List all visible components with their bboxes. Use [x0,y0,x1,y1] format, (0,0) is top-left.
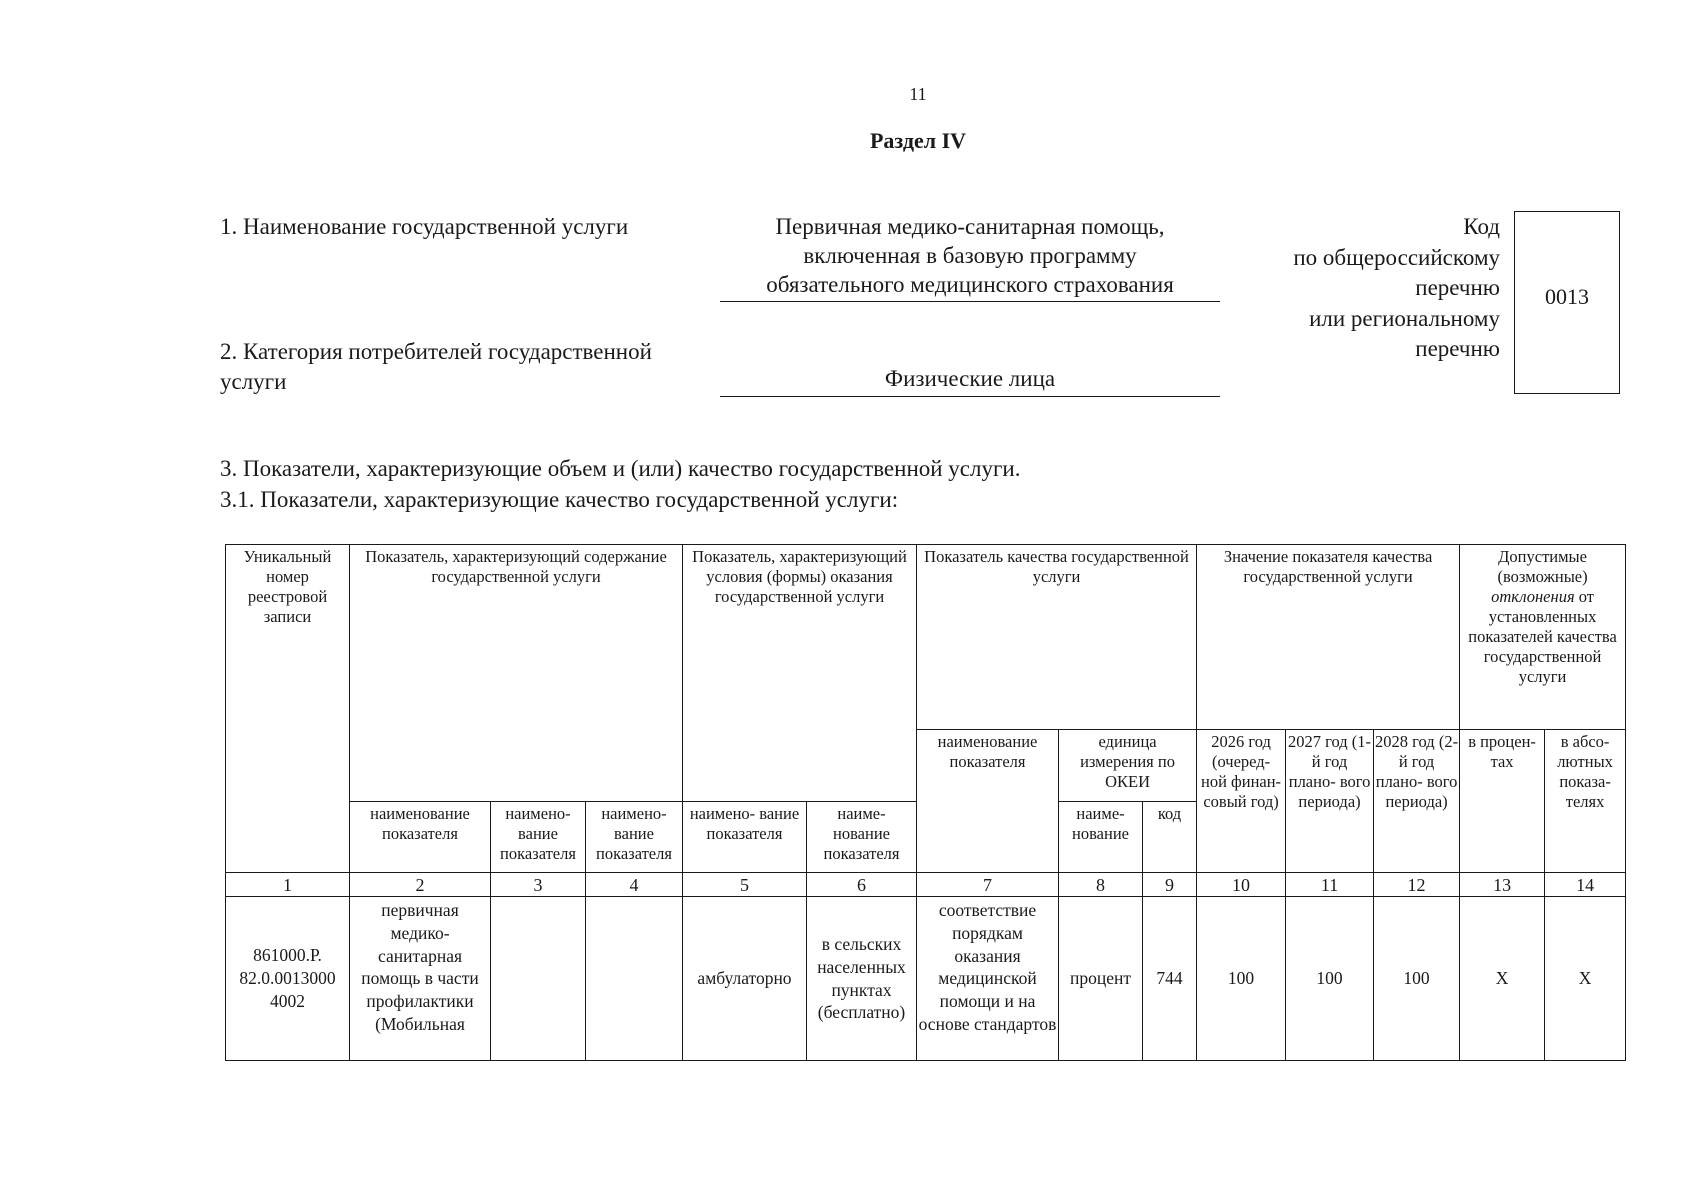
deviation-text-3: от установленных показателей качества государственной услуги [1468,587,1617,686]
column-number: 8 [1059,873,1143,897]
heading-indicators: 3. Показатели, характеризующие объем и (или) качество государственной услуги. [220,456,1021,481]
header-c5-name: наимено- вание показателя [683,802,807,873]
header-c3-name: наимено- вание показателя [491,802,586,873]
cell-unit-name: процент [1059,897,1143,1061]
header-indicator-name: наименование показателя [917,730,1059,873]
header-c2-name: наименование показателя [350,802,491,873]
code-label-line: по общероссийскому [1293,244,1500,270]
table-row [226,897,1626,1061]
header-unit: единица измерения по ОКЕИ [1059,730,1197,802]
code-label-line: перечню [1415,336,1500,361]
column-number: 4 [586,873,683,897]
category-label-line: 2. Категория потребителей государственной [220,339,652,364]
section-title: Раздел IV [869,128,967,153]
header-c6-name: наиме- нование показателя [807,802,917,873]
category-label-line: услуги [220,369,287,394]
cell-value-2028: 100 [1374,897,1460,1061]
cell-quality-indicator: соответствие порядкам оказания медицинской помощи и на основе стандартов [917,897,1059,1061]
cell-form: амбулаторно [683,897,807,1061]
cell-c3 [491,897,586,1061]
column-number: 3 [491,873,586,897]
header-absolute: в абсо- лютных показа- телях [1545,730,1626,873]
deviation-text-1: Допустимые (возможные) [1497,547,1588,586]
code-box [1514,211,1620,394]
column-number: 2 [350,873,491,897]
header-unit-code: код [1143,802,1197,873]
heading-quality-indicators: 3.1. Показатели, характеризующие качество государственной услуги: [220,487,899,512]
header-unit-name: наиме- нование [1059,802,1143,873]
code-label-line: перечню [1415,275,1500,300]
service-name-label: 1. Наименование государственной услуги [220,214,629,239]
column-number-row [226,873,1626,897]
header-year-2027: 2027 год (1-й год плано- вого периода) [1286,730,1374,873]
header-conditions-indicator: Показатель, характеризующий условия (формы) оказания государственной услуги [683,545,917,802]
column-number: 5 [683,873,807,897]
cell-content-indicator: первичная медико- санитарная помощь в части профилактики (Мобильная [350,897,491,1061]
code-label [1250,212,1500,365]
column-number: 1 [226,873,350,897]
header-indicator-value: Значение показателя качества государственной услуги [1197,545,1460,730]
service-name-line: обязательного медицинского страхования [766,272,1174,297]
cell-deviation-absolute: Х [1545,897,1626,1061]
category-value: Физические лица [884,366,1056,391]
cell-unit-code: 744 [1143,897,1197,1061]
code-label-line: или региональному [1309,305,1500,331]
header-year-2028: 2028 год (2-й год плано- вого периода) [1374,730,1460,873]
service-name-line: Первичная медико-санитарная помощь, [775,214,1165,239]
column-number: 11 [1286,873,1374,897]
header-c4-name: наимено- вание показателя [586,802,683,873]
column-number: 12 [1374,873,1460,897]
header-percent: в процен- тах [1460,730,1545,873]
header-unique-number: Уникальный номер реестровой записи [226,545,350,873]
column-number: 9 [1143,873,1197,897]
header-year-2026: 2026 год (очеред- ной финан- совый год) [1197,730,1286,873]
cell-location: в сельских населенных пунктах (бесплатно) [807,897,917,1061]
header-allowed-deviations [1460,545,1626,730]
column-number: 10 [1197,873,1286,897]
cell-deviation-percent: Х [1460,897,1545,1061]
category-underline [720,396,1220,397]
service-name-line: включенная в базовую программу [803,243,1137,268]
page-number: 11 [909,84,927,104]
service-name-underline [720,301,1220,302]
service-name-value [720,212,1220,299]
cell-value-2027: 100 [1286,897,1374,1061]
header-quality-indicator: Показатель качества государственной услуги [917,545,1197,730]
deviation-text-2: отклонения [1491,587,1575,606]
cell-c4 [586,897,683,1061]
header-content-indicator: Показатель, характеризующий содержание государственной услуги [350,545,683,802]
column-number: 13 [1460,873,1545,897]
category-label [220,337,720,397]
header-row-1 [226,545,1626,730]
cell-value-2026: 100 [1197,897,1286,1061]
code-value: 0013 [1545,283,1589,309]
column-number: 7 [917,873,1059,897]
column-number: 14 [1545,873,1626,897]
quality-indicators-table [225,544,1626,1061]
code-label-line: Код [1463,214,1500,239]
cell-unique-number: 861000.Р. 82.0.0013000 4002 [226,897,350,1061]
column-number: 6 [807,873,917,897]
